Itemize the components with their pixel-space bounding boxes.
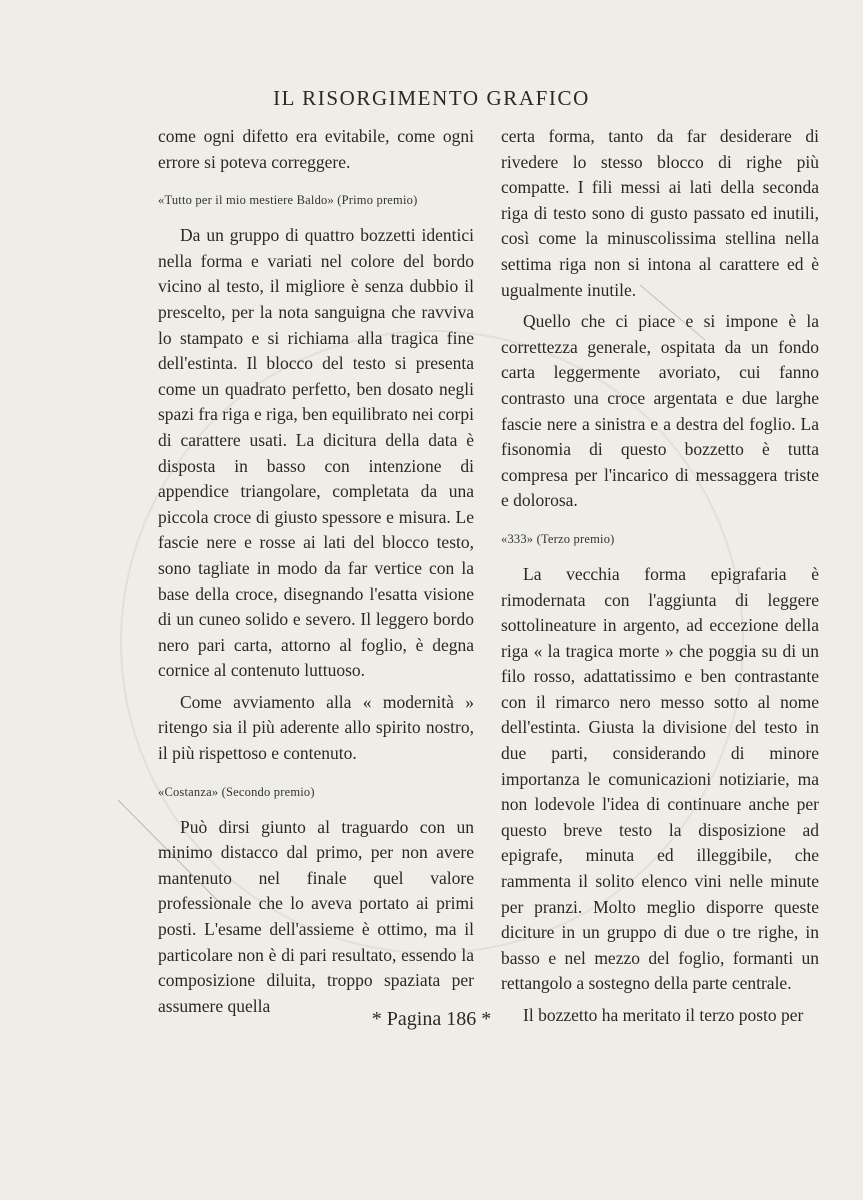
continuation-paragraph: come ogni difetto era evitabile, come ogni errore si poteva correggere. xyxy=(158,126,474,172)
right-column xyxy=(501,124,819,1029)
page-number: * Pagina 186 * xyxy=(371,1008,492,1030)
body-paragraph: Il bozzetto ha meritato il terzo posto per xyxy=(523,1005,804,1025)
body-paragraph: Può dirsi giunto al traguardo con un minimo distacco dal primo, per non avere mantenuto nel finale quel valore professionale che lo aveva portato ai primi posti. L'esame dell'assieme è ottimo, ma il particolare non è di pari resultato, essendo la composizione diluita, troppo spaziata per assumere quella xyxy=(158,816,474,1016)
body-paragraph: Da un gruppo di quattro bozzetti identici nella forma e variati nel colore del bordo vicino al testo, il migliore è senza dubbio il prescelto, per la nota sanguigna che ravviva lo stampato e si richiama alla tragica fine dell'estinta. Il blocco del testo si presenta come un quadrato perfetto, ben dosato negli spazi fra riga e riga, ben equilibrato nei corpi di carattere usati. La dicitura della data è disposta in basso con intenzione di appendice triangolare, completata da una piccola croce di giusto spessore e misura. Le fascie nere e rosse ai lati del blocco testo, sono tagliate in modo da far vertice con la base della croce, disegnando l'esatta visione di un cuneo solido e severo. Il leggero bordo nero pari carta, attorno al foglio, è degna cornice al contenuto luttuoso. xyxy=(158,225,474,681)
running-header: IL RISORGIMENTO GRAFICO xyxy=(273,86,590,110)
entry-caption-second-prize: «Costanza» (Secondo premio) xyxy=(158,784,315,799)
body-paragraph: Come avviamento alla « modernità » ritengo sia il più aderente allo spirito nostro, il più rispettoso e contenuto. xyxy=(158,691,474,764)
entry-caption-third-prize: «333» (Terzo premio) xyxy=(501,531,615,546)
body-paragraph: Quello che ci piace e si impone è la correttezza generale, ospitata da un fondo carta leggermente avoriato, cui fanno contrasto una croce argentata e due larghe fascie nere a sinistra e a destra del foglio. La fisonomia di questo bozzetto è tutta compresa per l'incarico di messaggera triste e dolorosa. xyxy=(501,311,819,511)
entry-caption-first-prize: «Tutto per il mio mestiere Baldo» (Primo premio) xyxy=(158,193,418,208)
continuation-paragraph: certa forma, tanto da far desiderare di rivedere lo stesso blocco di righe più compatte. I fili messi ai lati della seconda riga di testo sono di gusto passato ed inutili, così come la minuscolissima stellina nella settima riga non si intona al carattere ed è ugualmente inutile. xyxy=(501,126,819,300)
body-paragraph: La vecchia forma epigrafaria è rimodernata con l'aggiunta di leggere sottolineature in argento, ad eccezione della riga « la tragica morte » che poggia su di un filo rosso, adattatissimo e ben contrastante con il rimarco nero messo sotto al nome dell'estinta. Giusta la divisione del testo in due parti, considerando di minore importanza le comunicazioni notiziarie, ma non lodevole l'idea di continuare anche per questo breve testo la disposizione ad epigrafe, minuta ed illeggibile, che rammenta il solito elenco vini nelle minute per pranzi. Molto meglio disporre queste diciture in un gruppo di due o tre righe, in basso e nel mezzo del foglio, formanti un rettangolo a sostegno della parte centrale. xyxy=(501,563,819,994)
left-column xyxy=(158,124,474,1019)
